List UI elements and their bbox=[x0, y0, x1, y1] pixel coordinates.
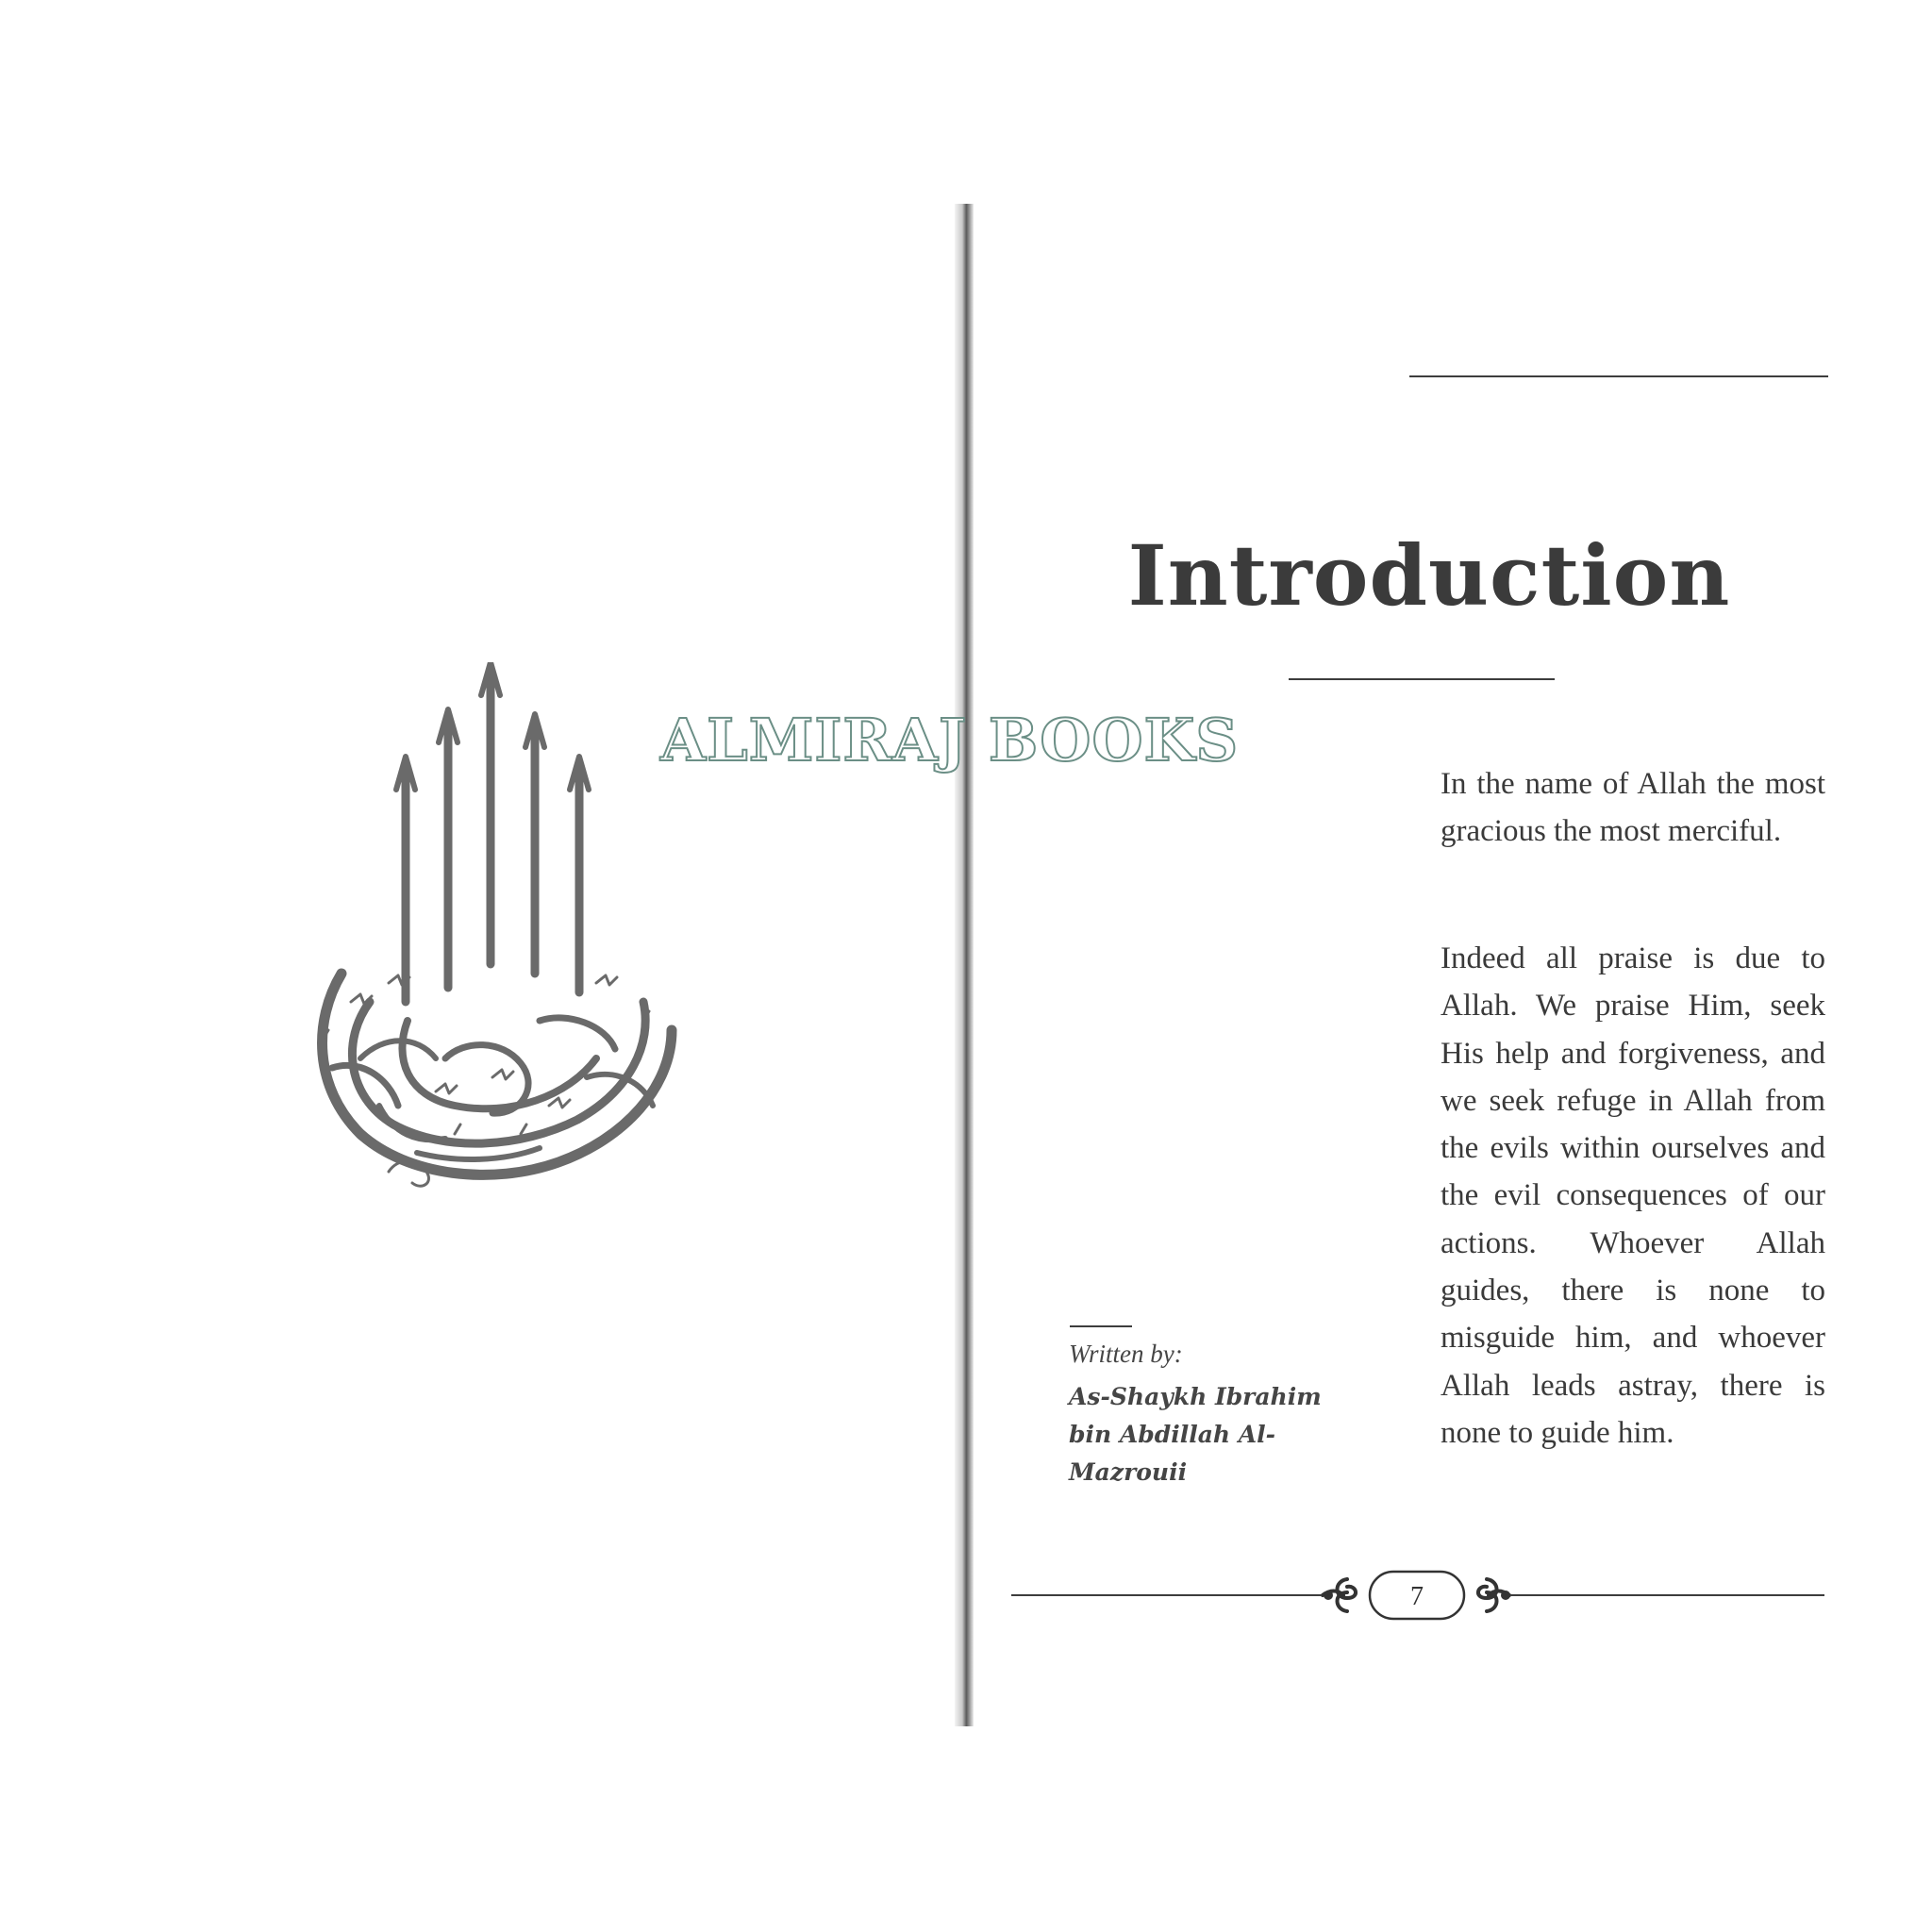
page-footer bbox=[1011, 1562, 1824, 1628]
left-page bbox=[0, 204, 960, 1726]
author-rule bbox=[1070, 1325, 1132, 1327]
author-label: Written by: bbox=[1069, 1340, 1183, 1368]
title-underline bbox=[1289, 678, 1555, 680]
praise-paragraph: Indeed all praise is due to Allah. We praise Him, seek His help and forgiveness, and we seek refuge in Allah from the evils within ourselves and the evil consequences of our actions. Whoever Allah guides, there is none to misguide him, and whoever Allah leads astray, there is none to guide him. bbox=[1441, 941, 1825, 1450]
book-gutter bbox=[955, 204, 974, 1726]
page-title: Introduction bbox=[1127, 526, 1731, 625]
top-rule bbox=[1409, 375, 1828, 377]
book-spread bbox=[0, 204, 1932, 1726]
author-name: As-Shaykh Ibrahim bin Abdillah Al-Mazrouii bbox=[1069, 1383, 1322, 1486]
left-ornament-icon bbox=[1323, 1579, 1356, 1611]
bismillah-calligraphy-icon bbox=[304, 662, 700, 1200]
author-block bbox=[1069, 1340, 1371, 1491]
opening-paragraph: In the name of Allah the most gracious the most merciful. bbox=[1441, 767, 1825, 849]
page-number: 7 bbox=[1410, 1582, 1424, 1611]
watermark: ALMIRAJ BOOKS bbox=[660, 706, 1240, 774]
right-ornament-icon bbox=[1478, 1579, 1509, 1611]
